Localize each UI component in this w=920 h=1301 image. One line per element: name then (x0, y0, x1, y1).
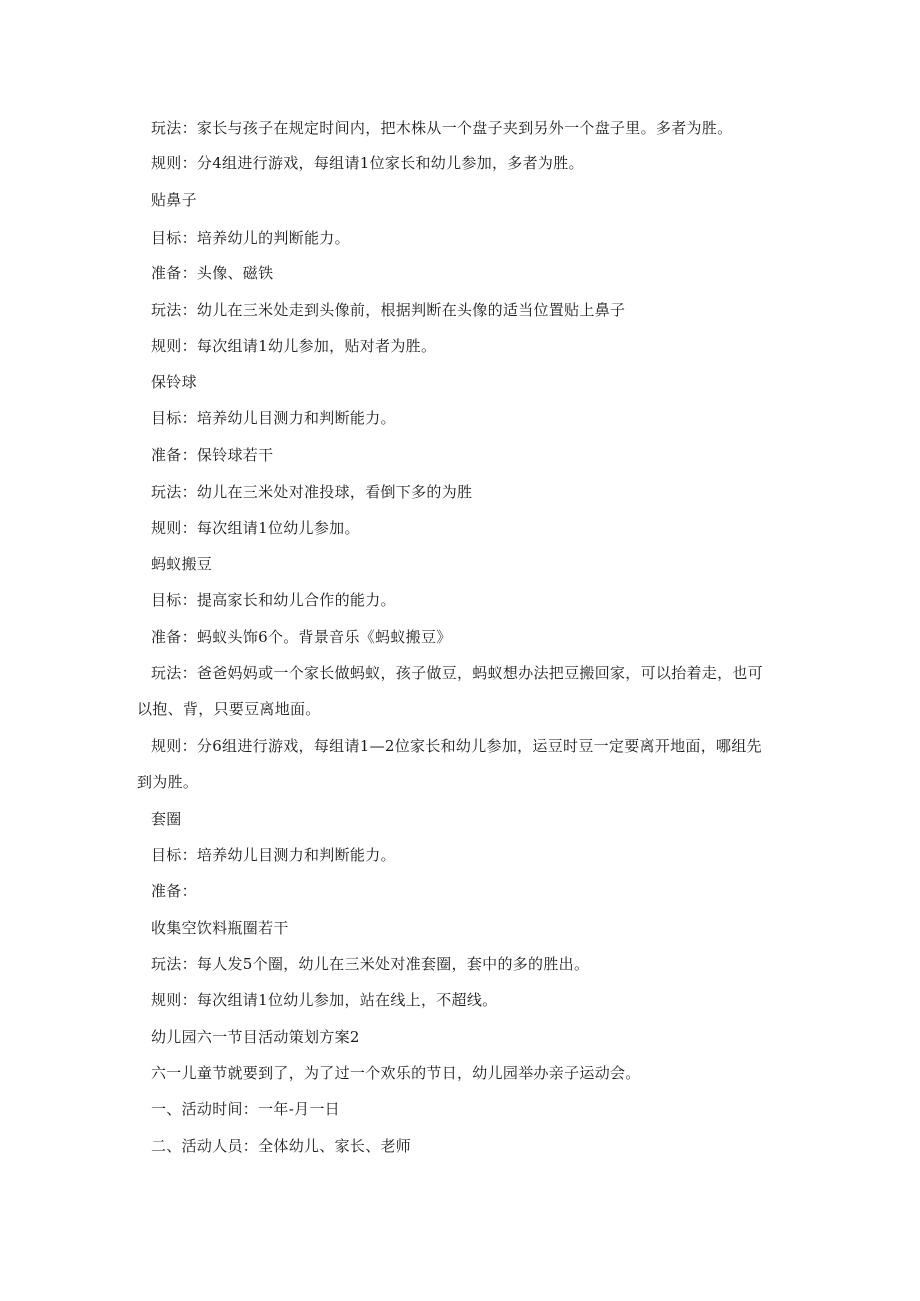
paragraph-line: 准备：保铃球若干 (151, 446, 274, 464)
paragraph-line: 一、活动时间：一年-月一日 (151, 1100, 340, 1118)
section-heading: 保铃球 (151, 373, 197, 391)
paragraph-line: 六一儿童节就要到了，为了过一个欢乐的节日，幼儿园举办亲子运动会。 (151, 1064, 641, 1082)
paragraph-line: 目标：培养幼儿的判断能力。 (151, 229, 350, 247)
paragraph-line: 准备：蚂蚁头饰6个。背景音乐《蚂蚁搬豆》 (151, 628, 452, 646)
paragraph-line: 到为胜。 (137, 773, 199, 791)
paragraph-line: 收集空饮料瓶圈若干 (151, 919, 289, 937)
paragraph-line: 目标：培养幼儿目测力和判断能力。 (151, 409, 396, 427)
paragraph-line: 规则：分6组进行游戏，每组请1—2位家长和幼儿参加，运豆时豆一定要离开地面，哪组先 (151, 737, 762, 755)
paragraph-line: 规则：每次组请1位幼儿参加，站在线上，不超线。 (151, 991, 498, 1009)
paragraph-line: 玩法：爸爸妈妈或一个家长做蚂蚁，孩子做豆，蚂蚁想办法把豆搬回家，可以抬着走，也可 (151, 664, 764, 682)
paragraph-line: 目标：培养幼儿目测力和判断能力。 (151, 846, 396, 864)
paragraph-line: 以抱、背，只要豆离地面。 (137, 700, 321, 718)
paragraph-line: 玩法：幼儿在三米处对准投球，看倒下多的为胜 (151, 483, 473, 501)
section-heading: 幼儿园六一节目活动策划方案2 (151, 1028, 360, 1046)
paragraph-line: 规则：每次组请1幼儿参加，贴对者为胜。 (151, 337, 437, 355)
paragraph-line: 二、活动人员：全体幼儿、家长、老师 (151, 1137, 412, 1155)
paragraph-line: 准备： (151, 882, 197, 900)
section-heading: 贴鼻子 (151, 191, 197, 209)
paragraph-line: 玩法：每人发5个圈，幼儿在三米处对准套圈，套中的多的胜出。 (151, 955, 590, 973)
section-heading: 蚂蚁搬豆 (151, 555, 213, 573)
section-heading: 套圈 (151, 810, 182, 828)
paragraph-line: 玩法：幼儿在三米处走到头像前，根据判断在头像的适当位置贴上鼻子 (151, 301, 626, 319)
paragraph-line: 准备：头像、磁铁 (151, 264, 274, 282)
paragraph-line: 规则：每次组请1位幼儿参加。 (151, 519, 360, 537)
paragraph-line: 规则：分4组进行游戏，每组请1位家长和幼儿参加，多者为胜。 (151, 154, 584, 172)
paragraph-line: 玩法：家长与孩子在规定时间内，把木株从一个盘子夹到另外一个盘子里。多者为胜。 (151, 119, 733, 137)
paragraph-line: 目标：提高家长和幼儿合作的能力。 (151, 591, 396, 609)
